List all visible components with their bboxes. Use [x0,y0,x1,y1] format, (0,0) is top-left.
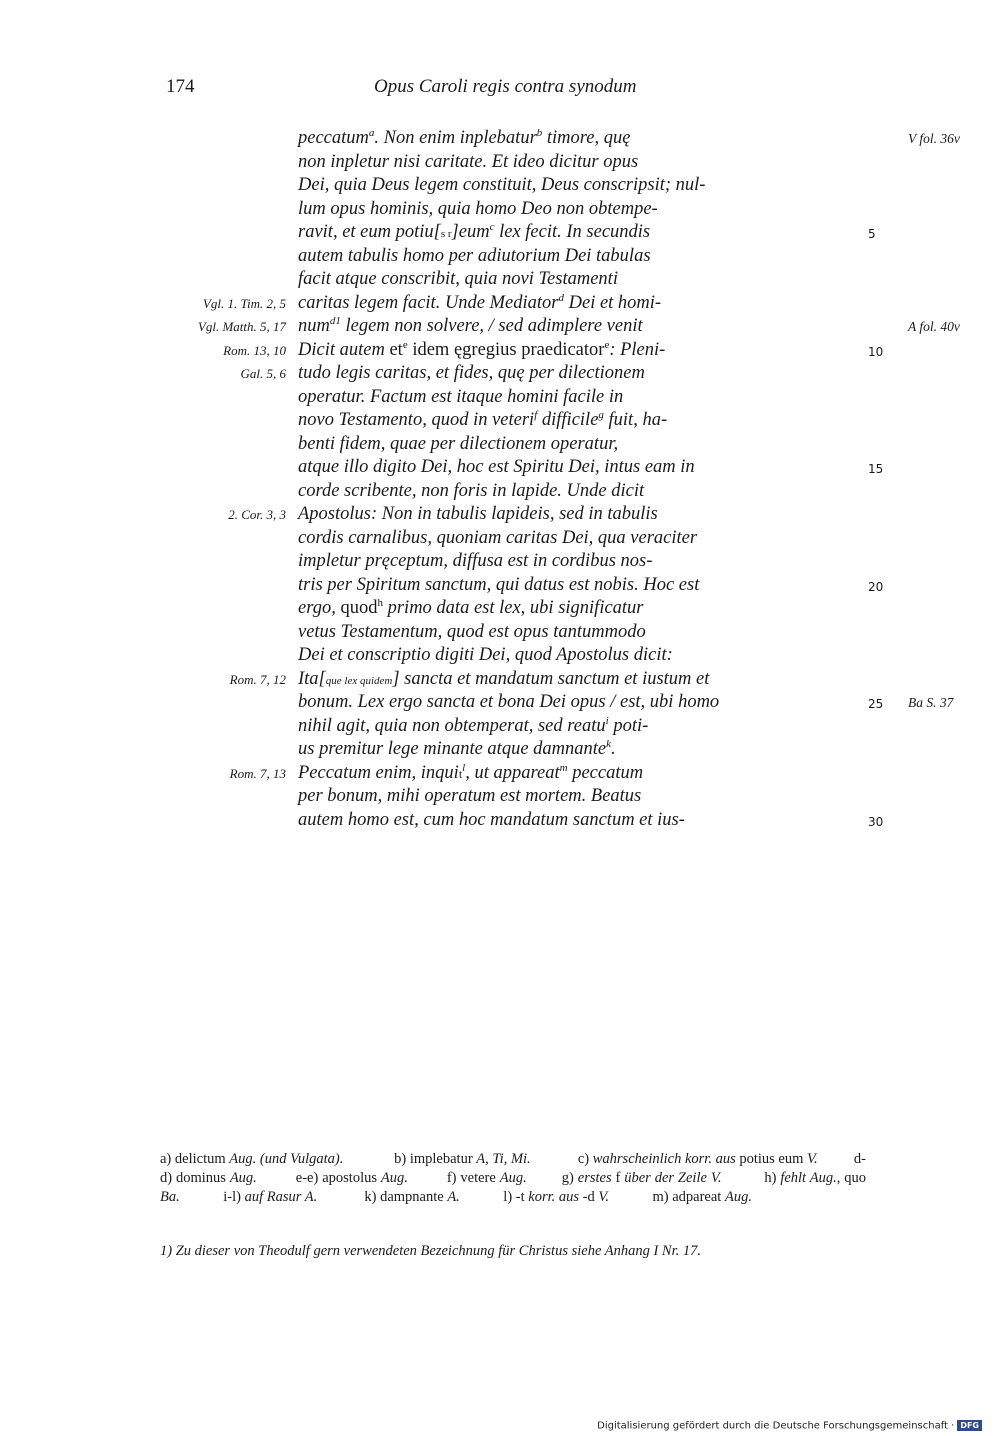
page-number: 174 [166,76,195,97]
text-line: per bonum, mihi operatum est mortem. Beatus [298,786,642,806]
text-line: caritas legem facit. Unde Mediator$^d$ Dei et homi- [298,291,662,313]
dfg-logo: DFG [957,1420,982,1431]
text-line: vetus Testamentum, quod est opus tantummodo [298,621,646,642]
text-line: ravit, et eum potiu[s r]eum$^c$ lex fecit. In secundis [298,220,651,242]
text-line: non inpletur nisi caritate. Et ideo dicitur opus [298,151,639,172]
text-line: Peccatum enim, inquit$^l$, ut appareat$^m$ peccatum [298,761,644,783]
dfg-credit [597,1420,982,1432]
text-line: Apostolus: Non in tabulis lapideis, sed in tabulis [298,504,658,524]
text-line: us premitur lege minante atque damnante$^k$. [298,737,616,759]
text-line: benti fidem, quae per dilectionem operatur, [298,433,619,454]
critical-apparatus: a) delictum Aug. (und Vulgata). b) implebatur A, Ti, Mi. c) wahrscheinlich korr. aus potius eum V. d-d) dominus Aug. e-e) apostolus Aug. f) vetere Aug. g) erstes f über der Zeile V. h) fehlt Aug., quo Ba. i-l) auf Rasur A. k) dampnante A. l) -t korr. aus -d V. m) adpareat Aug. [160,1151,866,1205]
text-line: Ita[que lex quidem] sancta et mandatum sanctum et iustum et [298,668,710,689]
line-number: 30 [868,814,884,829]
text-line: nihil agit, quia non obtemperat, sed reatu$^i$ poti- [298,714,649,736]
text-line: lum opus hominis, quia homo Deo non obtempe- [298,198,658,219]
line-number: 10 [868,344,884,359]
text-line: corde scribente, non foris in lapide. Unde dicit [298,480,645,501]
text-line: atque illo digito Dei, hoc est Spiritu Dei, intus eam in [298,457,695,477]
margin-reference: Rom. 7, 13 [229,765,286,781]
dfg-credit-text: Digitalisierung gefördert durch die Deutsche Forschungsgemeinschaft · [597,1420,955,1432]
text-line: operatur. Factum est itaque homini facile in [298,386,624,407]
line-number: 15 [868,462,884,476]
margin-reference: Gal. 5, 6 [240,366,286,381]
text-line: Dicit autem $et^e$ idem ęgregius praedicator$^e$: Pleni- [298,338,666,360]
folio-mark: V fol. 36v [908,131,960,146]
text-line: cordis carnalibus, quoniam caritas Dei, qua veraciter [298,527,698,548]
folio-mark: A fol. 40v [908,319,960,334]
folio-mark: Ba S. 37 [908,695,954,710]
text-line: autem homo est, cum hoc mandatum sanctum et ius- [298,809,685,830]
text-line: facit atque conscribit, quia novi Testamenti [298,269,618,289]
text-line: num$^{d1}$ legem non solvere, / sed adimplere venit [298,314,643,336]
text-line: autem tabulis homo per adiutorium Dei tabulas [298,245,651,266]
text-line: peccatum$^a$. Non enim inplebatur$^b$ timore, quę [298,126,631,148]
footnote-1: 1) Zu dieser von Theodulf gern verwendeten Bezeichnung für Christus siehe Anhang I Nr. 17. [160,1243,702,1259]
line-number: 5 [868,227,876,241]
running-title: Opus Caroli regis contra synodum [374,76,637,97]
text-line: bonum. Lex ergo sancta et bona Dei opus / est, ubi homo [298,692,720,712]
margin-reference: Rom. 13, 10 [223,342,286,358]
text-line: impletur pręceptum, diffusa est in cordibus nos- [298,551,653,571]
line-number: 20 [868,579,884,594]
text-line: novo Testamento, quod in veteri$^f$ difficile$^g$ fuit, ha- [298,408,668,430]
text-line: Dei et conscriptio digiti Dei, quod Apostolus dicit: [298,645,673,665]
line-number: 25 [868,697,884,711]
margin-reference: Vgl. Matth. 5, 17 [197,319,286,334]
margin-reference: Rom. 7, 12 [229,671,286,687]
margin-reference: Vgl. 1. Tim. 2, 5 [202,295,286,311]
margin-reference: 2. Cor. 3, 3 [228,507,286,522]
text-line: Dei, quia Deus legem constituit, Deus conscripsit; nul- [298,175,706,195]
text-line: tris per Spiritum sanctum, qui datus est nobis. Hoc est [298,574,700,595]
text-line: tudo legis caritas, et fides, quę per dilectionem [298,363,645,383]
text-line: ergo, quod$^h$ primo data est lex, ubi significatur [298,596,644,618]
